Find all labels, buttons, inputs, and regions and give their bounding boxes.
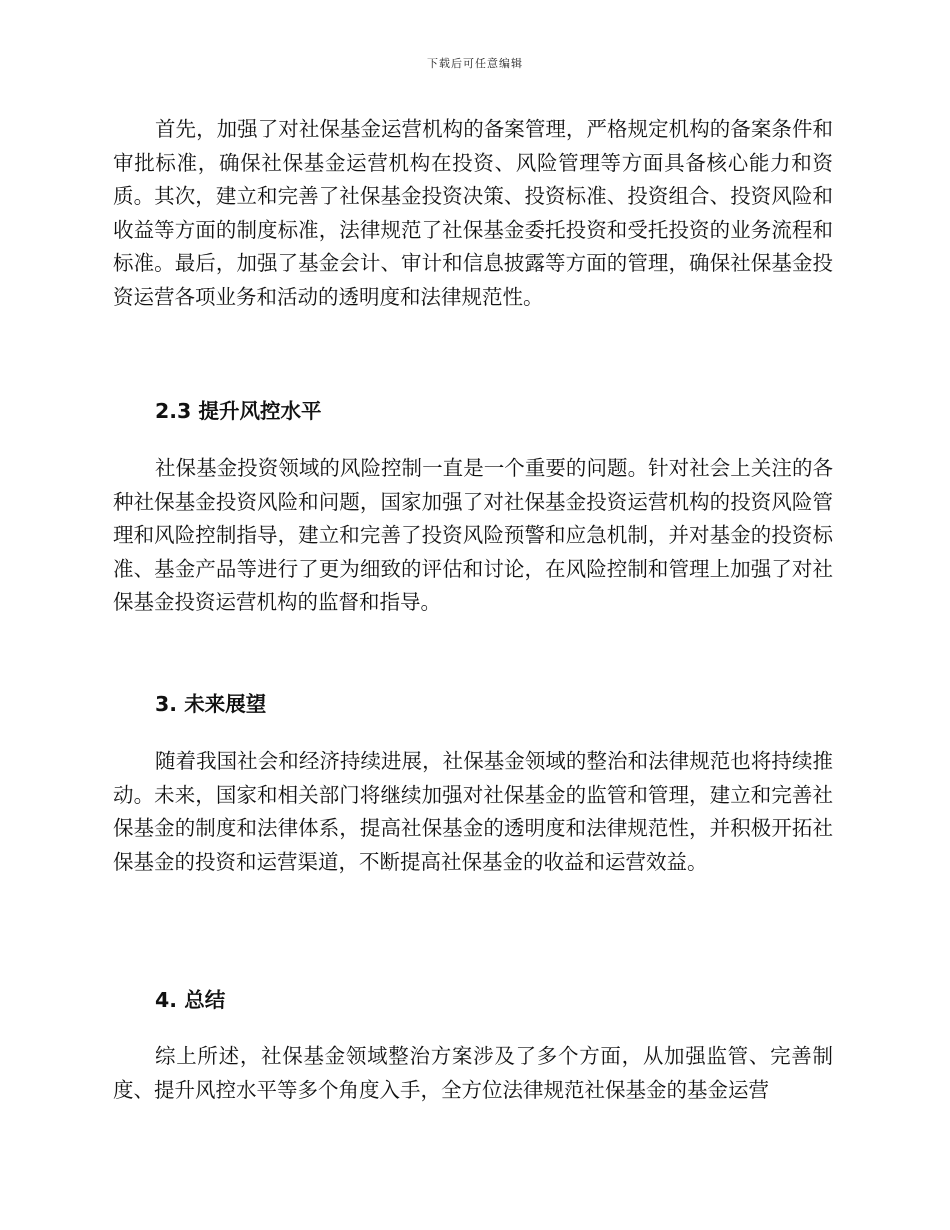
paragraph-supervision-measures: 首先，加强了对社保基金运营机构的备案管理，严格规定机构的备案条件和审批标准，确保社保基金运营机构在投资、风险管理等方面具备核心能力和资质。其次，建立和完善了社保基金投资决策、投资标准、投资组合、投资风险和收益等方面的制度标准，法律规范了社保基金委托投资和受托投资的业务流程和标准。最后，加强了基金会计、审计和信息披露等方面的管理，确保社保基金投资运营各项业务和活动的透明度和法律规范性。 xyxy=(113,117,833,309)
paragraph-risk-control: 社保基金投资领域的风险控制一直是一个重要的问题。针对社会上关注的各种社保基金投资风险和问题，国家加强了对社保基金投资运营机构的投资风险管理和风险控制指导，建立和完善了投资风险预警和应急机制，并对基金的投资标准、基金产品等进行了更为细致的评估和讨论，在风险控制和管理上加强了对社保基金投资运营机构的监督和指导。 xyxy=(113,456,833,614)
heading-3-outlook: 3. 未来展望 xyxy=(155,692,267,716)
paragraph-outlook: 随着我国社会和经济持续进展，社保基金领域的整治和法律规范也将持续推动。未来，国家和相关部门将继续加强对社保基金的监管和管理，建立和完善社保基金的制度和法律体系，提高社保基金的透明度和法律规范性，并积极开拓社保基金的投资和运营渠道，不断提高社保基金的收益和运营效益。 xyxy=(113,749,833,874)
heading-2-3-risk-control: 2.3 提升风控水平 xyxy=(155,399,322,423)
paragraph-summary: 综上所述，社保基金领域整治方案涉及了多个方面，从加强监管、完善制度、提升风控水平等多个角度入手，全方位法律规范社保基金的基金运营 xyxy=(113,1044,833,1102)
heading-4-summary: 4. 总结 xyxy=(155,988,226,1012)
page-header: 下载后可任意编辑 xyxy=(427,57,523,70)
